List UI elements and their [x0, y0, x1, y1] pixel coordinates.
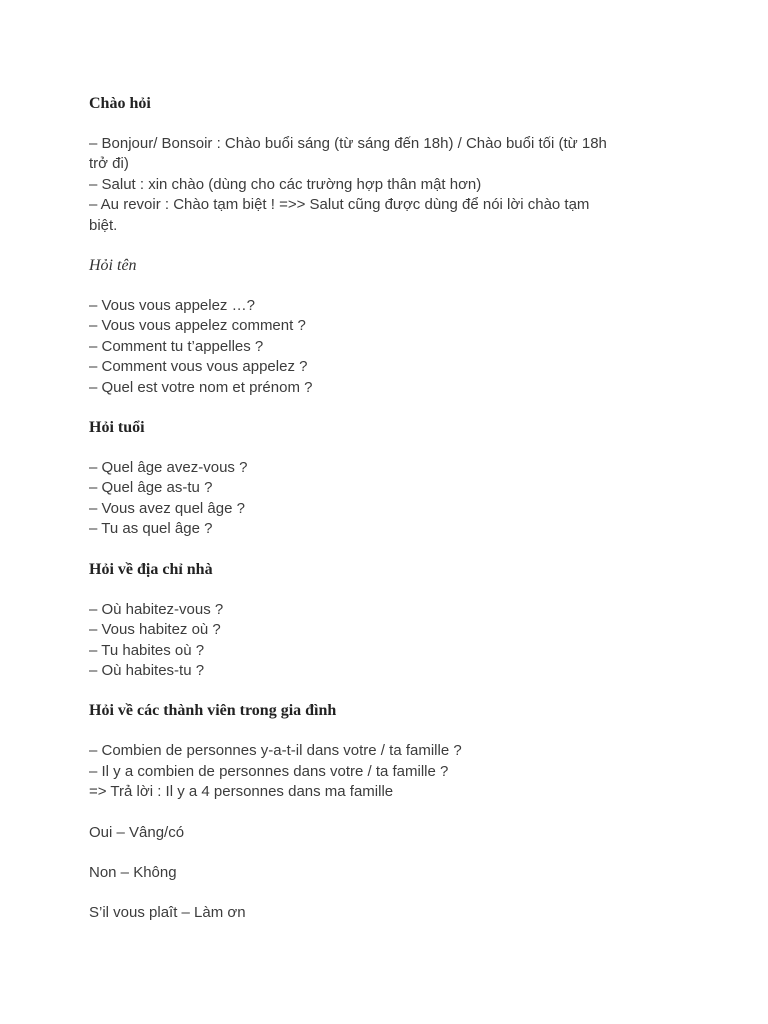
name-line: – Comment vous vous appelez ? — [89, 358, 308, 376]
name-line: – Vous vous appelez comment ? — [89, 317, 306, 335]
age-line: – Quel âge as-tu ? — [89, 479, 213, 497]
greeting-line: – Salut : xin chào (dùng cho các trường hợp thân mật hơn) — [89, 175, 482, 193]
name-line: – Comment tu t’appelles ? — [89, 337, 264, 355]
greeting-line: – Bonjour/ Bonsoir : Chào buổi sáng (từ sáng đến 18h) / Chào buổi tối (từ 18h — [89, 135, 607, 152]
address-line: – Où habites-tu ? — [89, 661, 205, 679]
section-title-greeting: Chào hỏi — [89, 95, 151, 112]
greeting-line: – Au revoir : Chào tạm biệt ! =>> Salut cũng được dùng để nói lời chào tạm — [89, 196, 590, 214]
family-line: – Combien de personnes y-a-t-il dans votre / ta famille ? — [89, 742, 462, 760]
address-line: – Tu habites où ? — [89, 641, 205, 659]
document-page — [89, 94, 689, 924]
address-line: – Où habitez-vous ? — [89, 600, 224, 618]
name-line: – Quel est votre nom et prénom ? — [89, 378, 313, 396]
address-line: – Vous habitez où ? — [89, 621, 221, 639]
age-line: – Tu as quel âge ? — [89, 520, 213, 538]
greeting-line: biệt. — [89, 216, 118, 234]
phrase-please: S’il vous plaît – Làm ơn — [89, 904, 246, 922]
greeting-line: trở đi) — [89, 155, 129, 173]
phrase-yes: Oui – Vâng/có — [89, 823, 185, 841]
name-line: – Vous vous appelez …? — [89, 297, 255, 315]
phrase-no: Non – Không — [89, 863, 177, 881]
family-line: => Trả lời : Il y a 4 personnes dans ma famille — [89, 783, 394, 801]
section-title-address: Hỏi về địa chỉ nhà — [89, 560, 213, 578]
age-line: – Quel âge avez-vous ? — [89, 459, 248, 477]
family-line: – Il y a combien de personnes dans votre / ta famille ? — [89, 762, 449, 780]
section-title-name: Hỏi tên — [89, 257, 137, 275]
section-title-family: Hỏi về các thành viên trong gia đình — [89, 702, 337, 720]
section-title-age: Hỏi tuổi — [89, 419, 145, 437]
age-line: – Vous avez quel âge ? — [89, 499, 245, 517]
